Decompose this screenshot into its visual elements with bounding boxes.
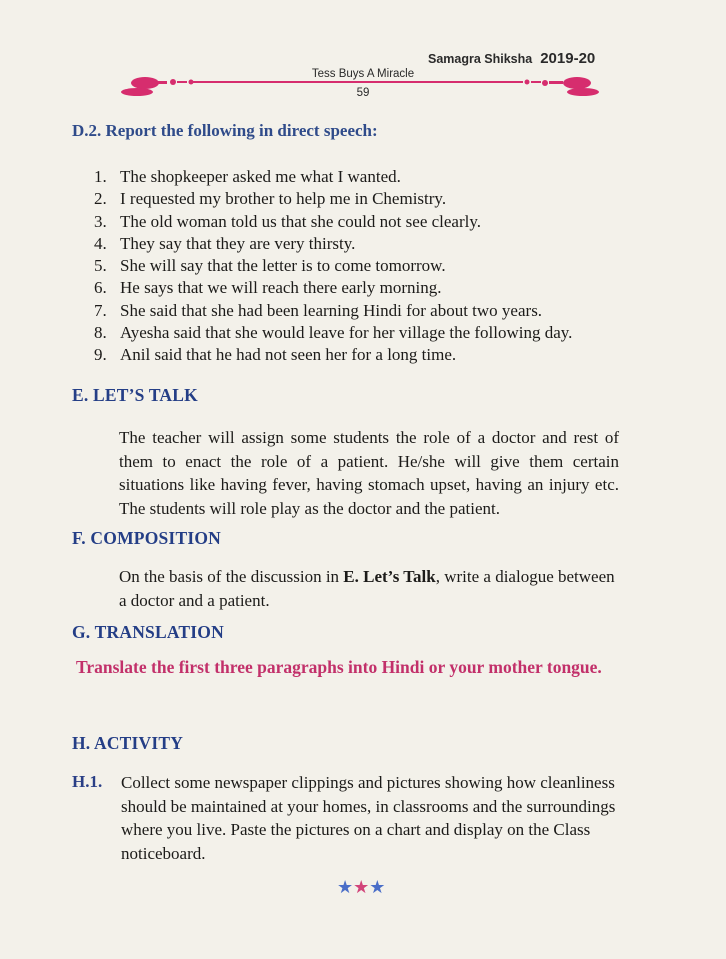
activity-item-label: H.1. [72,772,103,791]
publisher-header [428,50,595,68]
direct-speech-list [94,166,654,367]
item-text: She said that she had been learning Hindi for about two years. [120,300,543,320]
chapter-title: Tess Buys A Miracle [311,68,415,80]
item-text: She will say that the letter is to come tomorrow. [120,256,446,276]
composition-paragraph [119,565,619,612]
section-e-heading: E. LET’S TALK [72,385,198,405]
item-number: 7. [94,300,107,320]
section-d2-heading: D.2. Report the following in direct speech: [72,121,378,140]
item-text: The old woman told us that she could not see clearly. [120,211,482,231]
star-icon: ★ [337,877,354,897]
star-icon: ★ [353,877,370,897]
item-number: 1. [94,167,107,186]
item-text: He says that we will reach there early morning. [120,278,442,298]
list-item [94,322,654,344]
publisher-name: Samagra Shiksha [428,52,533,66]
item-text: They say that they are very thirsty. [120,233,356,253]
star-icon: ★ [369,877,386,897]
composition-text-start: On the basis of the discussion in [119,567,344,586]
translation-instruction: Translate the first three paragraphs into Hindi or your mother tongue. [76,657,602,677]
list-item [94,166,654,188]
list-item [94,233,654,255]
lets-talk-paragraph: The teacher will assign some students the role of a doctor and rest of them to enact the role of a patient. He/she will give them certain situations like having fever, having stomach upset, having an injury etc. The students will role play as the doctor and the patient. [119,428,619,518]
item-text: Ayesha said that she would leave for her village the following day. [120,323,573,343]
section-h-heading: H. ACTIVITY [72,733,184,753]
list-item [94,188,654,210]
activity-paragraph: Collect some newspaper clippings and pictures showing how cleanliness should be maintained at your homes, in classrooms and the surroundings where you live. Paste the pictures on a chart and display on the Class noticeboard. [121,773,616,863]
item-number: 3. [94,211,107,231]
item-number: 2. [94,189,107,209]
item-number: 9. [94,345,107,365]
end-stars-ornament [337,877,385,898]
item-number: 4. [94,233,107,253]
edition-year: 2019-20 [540,50,596,67]
lets-talk-reference: E. Let’s Talk [343,567,436,586]
list-item [94,211,654,233]
page-number: 59 [356,87,370,99]
composition-text-end: , write a dialogue between a doctor and a patient. [119,567,615,610]
section-g-heading: G. TRANSLATION [72,622,224,642]
running-title [0,68,726,80]
item-text: I requested my brother to help me in Chemistry. [120,189,447,209]
section-f-heading: F. COMPOSITION [72,528,221,548]
item-number: 8. [94,323,107,343]
list-item [94,344,654,366]
list-item [94,300,654,322]
list-item [94,277,654,299]
item-number: 6. [94,278,107,298]
item-number: 5. [94,256,107,276]
item-text: The shopkeeper asked me what I wanted. [120,167,401,186]
list-item [94,255,654,277]
item-text: Anil said that he had not seen her for a long time. [120,345,457,365]
